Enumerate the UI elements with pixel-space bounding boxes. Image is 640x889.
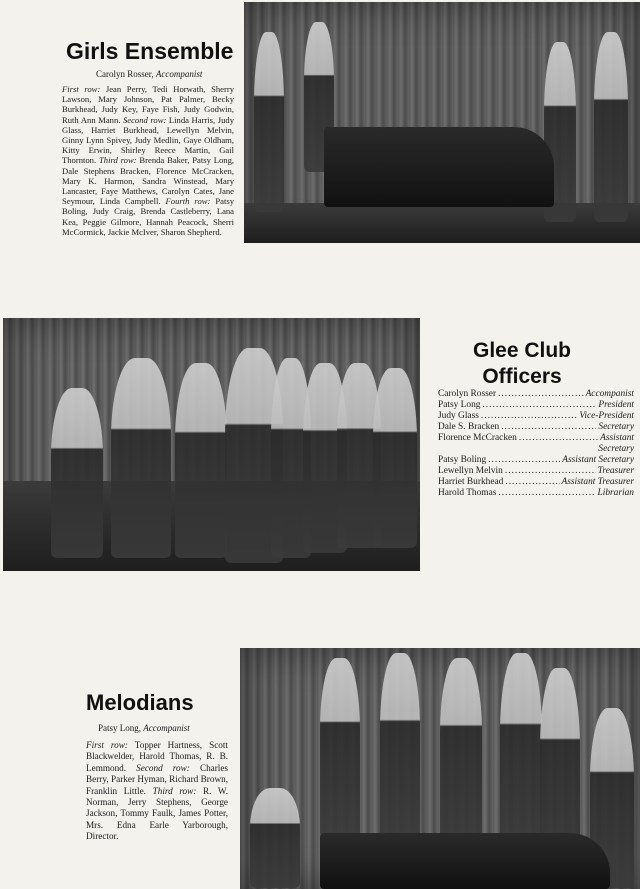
officer-name: Harriet Burkhead (438, 477, 504, 487)
ensemble-accompanist-name: Carolyn Rosser, (96, 69, 154, 79)
photo-figure (373, 368, 417, 548)
glee-club-officers-title (466, 338, 578, 390)
ensemble-accompanist-role: Accompanist (155, 69, 203, 79)
row-names: R. W. Norman, Jerry Stephens, George Jackson, Tommy Faulk, James Potter, Mrs. Edna Earle Yarborough, Director. (86, 785, 228, 842)
officer-role: Vice-President (579, 411, 634, 421)
officer-role-continued: Secretary (598, 444, 634, 454)
leader-dots (488, 455, 560, 466)
leader-dots (501, 422, 596, 433)
officer-row (438, 422, 634, 433)
melodians-accompanist-name: Patsy Long, (98, 723, 142, 733)
row-label: Second row: (123, 114, 167, 125)
leader-dots (498, 389, 583, 400)
officers-list (438, 389, 634, 499)
officer-role: Accompanist (585, 389, 634, 399)
officer-row (438, 389, 634, 400)
photo-figure (500, 653, 542, 853)
leader-dots (505, 466, 596, 477)
photo-figure (380, 653, 420, 843)
row-names: Brenda Baker, Patsy Long, Dale Stephens Bracken, Florence McCracken, Mary K. Harmon, Sandra Winstead, Mary Lancaster, Faye Matthews, Carolyn Cates, Jane Seymour, Linda Campbell. (62, 155, 235, 207)
leader-dots (505, 477, 559, 488)
officer-name: Judy Glass (438, 411, 479, 421)
officer-role: Assistant Secretary (562, 455, 634, 465)
photo-figure (175, 363, 227, 558)
officer-name: Patsy Long (438, 400, 481, 410)
row-label: Second row: (136, 762, 190, 773)
officer-name: Florence McCracken (438, 433, 517, 443)
leader-dots (498, 488, 595, 499)
photo-figure (254, 32, 284, 212)
photo-figure (111, 358, 171, 558)
row-names: Charles Berry, Parker Hyman, Richard Brown, Franklin Little. (86, 762, 229, 796)
melodians-photo (240, 648, 640, 889)
ensemble-roster (62, 84, 234, 237)
officer-name: Patsy Boling (438, 455, 487, 465)
girls-ensemble-title: Girls Ensemble (66, 38, 234, 64)
row-names: Jean Perry, Tedi Horwath, Sherry Lawson, Mary Johnson, Pat Palmer, Becky Burkhead, Judy Key, Faye Fish, Judy Godwin, Ruth Ann Mann. (62, 84, 234, 125)
photo-figure (440, 658, 482, 848)
piano (320, 833, 610, 889)
glee-club-officers-photo (3, 318, 420, 571)
row-label: First row: (62, 84, 101, 94)
photo-figure (51, 388, 103, 558)
row-names: Patsy Boling, Judy Craig, Brenda Castleberry, Lana Kea, Peggie Gilmore, Hannah Peacock, Sherri McCormick, Jackie McIver, Sharon Shepherd. (62, 196, 234, 237)
photo-figure (250, 788, 300, 888)
officer-name: Carolyn Rosser (438, 389, 497, 399)
ensemble-accompanist (96, 69, 202, 79)
officer-row (438, 455, 634, 466)
officer-role: Librarian (597, 488, 634, 498)
piano (324, 127, 554, 207)
officer-role: Assistant Treasurer (561, 477, 634, 487)
officer-row (438, 466, 634, 477)
officer-role: Assistant (600, 433, 634, 443)
officer-name: Lewellyn Melvin (438, 466, 503, 476)
glee-title-line1: Glee Club (472, 339, 572, 362)
girls-ensemble-photo (244, 2, 640, 243)
photo-figure (594, 32, 628, 222)
officer-row (438, 411, 634, 422)
officer-row (438, 400, 634, 411)
photo-floor (244, 203, 640, 243)
glee-title-line2: Officers (482, 365, 562, 388)
officer-role: President (598, 400, 634, 410)
officer-name: Harold Thomas (438, 488, 497, 498)
photo-figure (320, 658, 360, 838)
melodians-title: Melodians (86, 690, 194, 715)
melodians-accompanist (98, 723, 190, 733)
melodians-roster (86, 740, 228, 843)
officer-role: Secretary (598, 422, 634, 432)
row-label: First row: (86, 740, 128, 750)
leader-dots (482, 400, 596, 411)
officer-row (438, 433, 634, 444)
row-label: Third row: (152, 785, 197, 796)
officer-row (438, 477, 634, 488)
officer-role: Treasurer (597, 466, 634, 476)
leader-dots (519, 433, 598, 444)
row-label: Third row: (99, 155, 137, 166)
melodians-accompanist-role: Accompanist (143, 723, 190, 733)
row-names: Linda Harris, Judy Glass, Harriet Burkhead, Lewellyn Melvin, Ginny Lynn Spivey, Judy Medlin, Gaye Oldham, Kitty Erwin, Shirley Reece Martin, Gail Thornton. (62, 114, 234, 166)
officer-row (438, 488, 634, 499)
row-label: Fourth row: (165, 196, 211, 207)
officer-name: Dale S. Bracken (438, 422, 500, 432)
leader-dots (481, 411, 577, 422)
row-names: Topper Hartness, Scott Blackwelder, Harold Thomas, R. B. Lemmond. (86, 740, 228, 773)
